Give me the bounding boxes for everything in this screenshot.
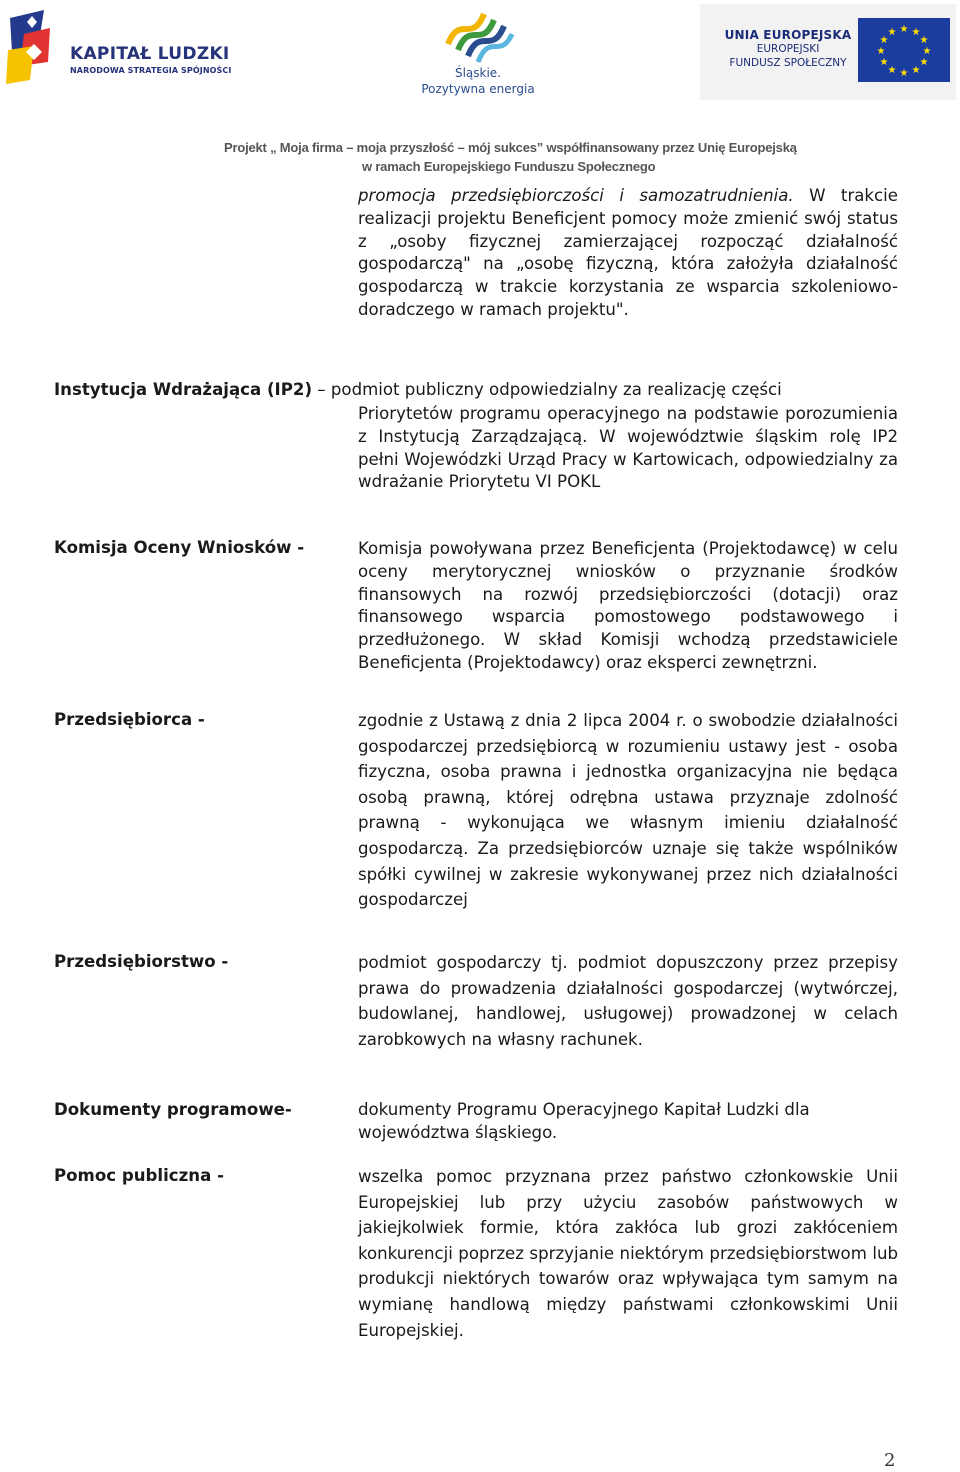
svg-text:★: ★ bbox=[876, 46, 886, 57]
definition-text: wszelka pomoc przyznana przez państwo członkowskie Unii Europejskiej lub przy użyciu zasobów państwowych w jakiejkolwiek formie, która zakłóca lub grozi zakłóceniem konkurencji poprzez sprzyjanie niektórym przedsiębiorstwom lub produkcji niektórych towarów oraz wpływająca tym samym na wymianę handlową między państwami członkowskimi Unii Europejskiej. bbox=[358, 1167, 898, 1340]
definition-text: Komisja powoływana przez Beneficjenta (Projektodawcę) w celu oceny merytorycznej wniosków o przyznanie środków finansowych na rozwój przedsiębiorczości (dotacji) oraz finansowego wsparcia pomostowego podstawowego i przedłużonego. W skład Komisji wchodzą przedstawiciele Beneficjenta (Projektodawcy) oraz eksperci zewnętrzni. bbox=[358, 539, 898, 672]
svg-text:★: ★ bbox=[919, 57, 929, 68]
eu-logo bbox=[700, 4, 956, 100]
definition-lead: – podmiot publiczny odpowiedzialny za realizację części bbox=[312, 380, 782, 399]
page-number: 2 bbox=[884, 1450, 896, 1471]
svg-text:★: ★ bbox=[887, 65, 897, 76]
eu-subtitle-line1: EUROPEJSKI bbox=[756, 43, 820, 55]
svg-text:★: ★ bbox=[879, 35, 889, 46]
definition-term: Pomoc publiczna - bbox=[54, 1166, 224, 1185]
project-statement-line1: Projekt „ Moja firma – moja przyszłość – mój sukces” współfinansowany przez Unię Europejską bbox=[224, 140, 797, 155]
project-statement bbox=[224, 138, 824, 176]
kapital-ludzki-logo bbox=[4, 8, 244, 90]
svg-text:★: ★ bbox=[899, 68, 909, 79]
intro-text: W trakcie realizacji projektu Beneficjent pomocy może zmienić swój status z „osoby fizycznej zamierzającej rozpocząć działalność gospodarczą" na „osobę fizyczną, która założyła działalność gospodarczą w trakcie korzystania ze wsparcia szkoleniowo-doradczego w ramach projektu". bbox=[358, 186, 898, 319]
definition-term: Przedsiębiorstwo - bbox=[54, 952, 229, 971]
definition-text: zgodnie z Ustawą z dnia 2 lipca 2004 r. o swobodzie działalności gospodarczej przedsiębiorcą w rozumieniu ustawy jest - osoba fizyczna, osoba prawna i jednostka organizacyjna nie będąca osobą prawną, której odrębna ustawa przyznaje zdolność prawną - wykonująca we własnym imieniu działalność gospodarczą. Za przedsiębiorców uznaje się także wspólników spółki cywilnej w zakresie wykonywanej przez nich działalności gospodarczej bbox=[358, 711, 898, 910]
definition-text: dokumenty Programu Operacyjnego Kapitał Ludzki dla województwa śląskiego. bbox=[358, 1100, 810, 1142]
definition-term: Przedsiębiorca - bbox=[54, 710, 205, 729]
kapital-ludzki-title: KAPITAŁ LUDZKI bbox=[70, 44, 230, 64]
slaskie-wave-icon bbox=[438, 4, 518, 64]
definition-term bbox=[54, 380, 782, 399]
eu-flag-icon bbox=[858, 18, 950, 82]
definition-text: Priorytetów programu operacyjnego na podstawie porozumienia z Instytucją Zarządzającą. W województwie śląskim rolę IP2 pełni Wojewódzki Urząd Pracy w Kartowicach, odpowiedzialny za wdrażanie Priorytetu VI POKL bbox=[358, 404, 898, 492]
svg-text:★: ★ bbox=[919, 35, 929, 46]
svg-text:★: ★ bbox=[911, 27, 921, 38]
svg-text:★: ★ bbox=[887, 27, 897, 38]
svg-text:★: ★ bbox=[911, 65, 921, 76]
intro-paragraph bbox=[358, 185, 898, 322]
slaskie-logo bbox=[412, 4, 544, 100]
definition-term: Komisja Oceny Wniosków - bbox=[54, 538, 305, 557]
svg-text:★: ★ bbox=[922, 46, 932, 57]
svg-text:★: ★ bbox=[879, 57, 889, 68]
eu-title: UNIA EUROPEJSKA bbox=[724, 28, 852, 42]
project-statement-line2: w ramach Europejskiego Funduszu Społecznego bbox=[362, 159, 656, 174]
definition-text: podmiot gospodarczy tj. podmiot dopuszczony przez przepisy prawa do prowadzenia działalności gospodarczej (wytwórczej, budowlanej, handlowej, usługowej) prowadzonej w celach zarobkowych na własny rachunek. bbox=[358, 953, 898, 1049]
eu-subtitle-line2: FUNDUSZ SPOŁECZNY bbox=[729, 57, 847, 69]
slaskie-slogan: Pozytywna energia bbox=[421, 82, 535, 96]
intro-italic: promocja przedsiębiorczości i samozatrudnienia. bbox=[358, 186, 794, 205]
term-label: Instytucja Wdrażająca (IP2) bbox=[54, 380, 313, 399]
kapital-ludzki-subtitle: NARODOWA STRATEGIA SPÓJNOŚCI bbox=[70, 66, 232, 75]
kapital-ludzki-emblem-icon bbox=[4, 8, 68, 88]
definition-term: Dokumenty programowe- bbox=[54, 1100, 292, 1119]
slaskie-name: Śląskie. bbox=[454, 66, 502, 80]
svg-text:★: ★ bbox=[899, 24, 909, 35]
